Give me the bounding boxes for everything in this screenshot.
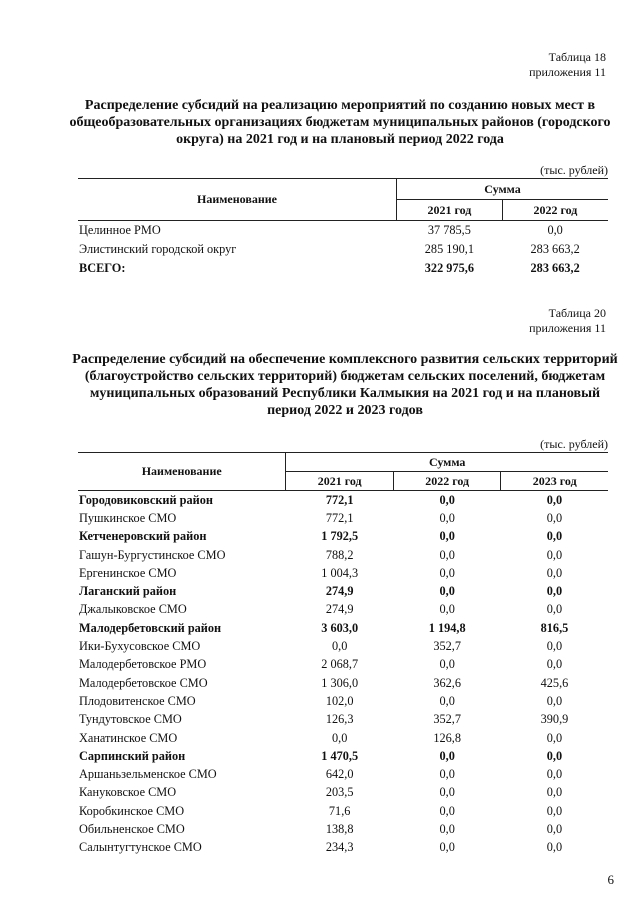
table20-cell-name: Аршаньзельменское СМО [79, 767, 217, 782]
table20-cell-2022: 0,0 [439, 821, 455, 836]
table18-label-line2: приложения 11 [529, 65, 606, 79]
table20-cell-name: Обильненское СМО [79, 821, 185, 836]
table-row [78, 729, 608, 747]
table20-cell-2021: 1 470,5 [321, 748, 359, 763]
table20-cell-2021: 138,8 [325, 821, 354, 836]
table-row [78, 221, 608, 241]
table20-cell-name: Малодербетовское РМО [79, 657, 207, 672]
table20-cell-name: Ханатинское СМО [79, 730, 178, 745]
table18-row-name: Целинное РМО [79, 223, 161, 237]
table-row [78, 509, 608, 527]
table20-cell-2023: 0,0 [546, 767, 563, 782]
table20-cell-2023: 816,5 [540, 620, 569, 635]
table18-total-2021: 322 975,6 [424, 261, 474, 275]
table-row-district [78, 582, 608, 600]
table-row-district [78, 528, 608, 546]
table18-row-2021: 285 190,1 [424, 242, 474, 256]
table20-header-2022: 2022 год [393, 472, 501, 491]
table20-cell-2021: 772,1 [325, 492, 354, 507]
table18-row-2021: 37 785,5 [427, 223, 471, 237]
table20-cell-2023: 0,0 [546, 730, 563, 745]
table20-cell-2023: 0,0 [546, 529, 563, 544]
table20-cell-2021: 0,0 [331, 639, 348, 654]
table20-cell-2022: 0,0 [439, 584, 455, 599]
table20-cell-name: Городовиковский район [79, 492, 213, 507]
table18-total-2022: 283 663,2 [530, 261, 580, 275]
table20-cell-2022: 1 194,8 [428, 620, 466, 635]
table18-header-2022: 2022 год [502, 200, 608, 221]
table20-cell-name: Малодербетовский район [79, 620, 222, 635]
table20-label-line2: приложения 11 [529, 321, 606, 335]
table20-cell-2022: 0,0 [439, 803, 455, 818]
table20-cell-2022: 0,0 [439, 693, 455, 708]
table20-cell-2022: 0,0 [439, 492, 455, 507]
table20-title: Распределение субсидий на обеспечение комплексного развития сельских территорий (благоустройство сельских территорий) бюджетам сельских поселений, бюджетам муниципальных образований Республики Калмыкия на 2021 год и на плановый период 2022 и 2023 годов [72, 352, 618, 418]
table20-cell-name: Плодовитенское СМО [79, 693, 196, 708]
table20-cell-2023: 0,0 [546, 547, 563, 562]
table20-cell-2021: 234,3 [325, 840, 354, 855]
table20-cell-2023: 0,0 [546, 821, 563, 836]
table20-cell-name: Джалыковское СМО [79, 602, 187, 617]
table20-cell-2022: 352,7 [433, 639, 462, 654]
table18-label-line1: Таблица 18 [548, 50, 606, 64]
table20-cell-2021: 0,0 [331, 730, 348, 745]
table-row [78, 839, 608, 857]
table20-cell-2021: 126,3 [325, 712, 354, 727]
table18-row-2022: 0,0 [547, 223, 563, 237]
table20-body [78, 491, 608, 857]
table18-label [529, 50, 606, 80]
table20-cell-2022: 0,0 [439, 785, 455, 800]
table-row [78, 637, 608, 655]
table-row [78, 601, 608, 619]
table20-cell-2021: 642,0 [325, 767, 354, 782]
table18-total-label: ВСЕГО: [79, 261, 126, 275]
table20-cell-2021: 1 792,5 [321, 529, 359, 544]
table20-cell-2023: 0,0 [546, 510, 563, 525]
table20-cell-name: Гашун-Бургустинское СМО [79, 547, 226, 562]
table20-cell-name: Ергенинское СМО [79, 565, 177, 580]
table20-cell-2023: 0,0 [546, 840, 563, 855]
table20-cell-name: Малодербетовское СМО [79, 675, 208, 690]
table20-unit: (тыс. рублей) [540, 437, 608, 451]
table20-cell-2022: 126,8 [433, 730, 462, 745]
table-row [78, 692, 608, 710]
table20-header-name: Наименование [78, 453, 286, 491]
table20-cell-2021: 788,2 [325, 547, 354, 562]
table20-cell-2021: 2 068,7 [321, 657, 359, 672]
table20-cell-2022: 0,0 [439, 529, 455, 544]
table-row [78, 546, 608, 564]
table18-row-2022: 283 663,2 [530, 242, 580, 256]
page-number: 6 [607, 872, 614, 887]
table20-cell-2023: 0,0 [546, 584, 563, 599]
table20-cell-2021: 1 004,3 [321, 565, 359, 580]
table-row [78, 802, 608, 820]
table20-header-2021: 2021 год [286, 472, 394, 491]
table20-cell-2023: 0,0 [546, 785, 563, 800]
table20-label [529, 306, 606, 336]
table-row [78, 820, 608, 838]
table20-cell-name: Салынтугтунское СМО [79, 840, 202, 855]
table20-cell-2023: 0,0 [546, 657, 563, 672]
table20-cell-2023: 425,6 [540, 675, 569, 690]
table20-cell-2022: 0,0 [439, 767, 455, 782]
table20-cell-2022: 0,0 [439, 840, 455, 855]
table20-cell-name: Ики-Бухусовское СМО [79, 639, 201, 654]
table20-cell-2023: 0,0 [546, 565, 563, 580]
table20-cell-2022: 0,0 [439, 565, 455, 580]
table20-cell-2022: 0,0 [439, 547, 455, 562]
table20-cell-name: Пушкинское СМО [79, 510, 177, 525]
table20-cell-2023: 0,0 [546, 748, 563, 763]
table20-cell-2022: 0,0 [439, 602, 455, 617]
table20-cell-2021: 274,9 [325, 602, 354, 617]
table-row [78, 674, 608, 692]
table20-cell-name: Кануковское СМО [79, 785, 177, 800]
table18-row-name: Элистинский городской округ [79, 242, 237, 256]
table20-header-2023: 2023 год [501, 472, 608, 491]
table20-cell-name: Коробкинское СМО [79, 803, 185, 818]
table20-cell-2021: 71,6 [328, 803, 351, 818]
table20-cell-2023: 0,0 [546, 693, 563, 708]
table-row [78, 656, 608, 674]
table-row-district [78, 491, 608, 510]
table20-cell-2021: 274,9 [325, 584, 354, 599]
table-row [78, 564, 608, 582]
table20-cell-2023: 0,0 [546, 602, 563, 617]
table20-cell-2023: 390,9 [540, 712, 569, 727]
table20-cell-2022: 0,0 [439, 657, 455, 672]
table-row [78, 784, 608, 802]
table-row-total [78, 259, 608, 278]
table18 [78, 178, 608, 278]
table20-cell-name: Сарпинский район [79, 748, 186, 763]
table20-cell-2023: 0,0 [546, 492, 563, 507]
table20-cell-2021: 203,5 [325, 785, 354, 800]
table18-header-sum: Сумма [397, 179, 609, 200]
table18-header-2021: 2021 год [397, 200, 503, 221]
table20-cell-name: Кетченеровский район [79, 529, 207, 544]
table20-header-sum: Сумма [286, 453, 608, 472]
table20-cell-2022: 352,7 [433, 712, 462, 727]
table18-unit: (тыс. рублей) [540, 163, 608, 177]
table-row-district [78, 747, 608, 765]
table18-header-name: Наименование [78, 179, 397, 221]
table20-cell-2021: 3 603,0 [321, 620, 359, 635]
table20 [78, 452, 608, 857]
table20-cell-2022: 0,0 [439, 748, 455, 763]
table20-cell-2023: 0,0 [546, 803, 563, 818]
table20-cell-2021: 1 306,0 [321, 675, 359, 690]
table20-label-line1: Таблица 20 [548, 306, 606, 320]
table20-cell-name: Тундутовское СМО [79, 712, 182, 727]
table-row [78, 240, 608, 259]
table20-cell-name: Лаганский район [79, 584, 177, 599]
table20-cell-2021: 102,0 [325, 693, 354, 708]
table20-cell-2022: 362,6 [433, 675, 462, 690]
table20-cell-2023: 0,0 [546, 639, 563, 654]
table-row-district [78, 619, 608, 637]
table-row [78, 765, 608, 783]
table-row [78, 711, 608, 729]
table18-title: Распределение субсидий на реализацию мероприятий по созданию новых мест в общеобразовательных организациях бюджетам муниципальных районов (городского округа) на 2021 год и на плановый период 2022 года [69, 98, 611, 147]
table20-cell-2022: 0,0 [439, 510, 455, 525]
table20-cell-2021: 772,1 [325, 510, 354, 525]
